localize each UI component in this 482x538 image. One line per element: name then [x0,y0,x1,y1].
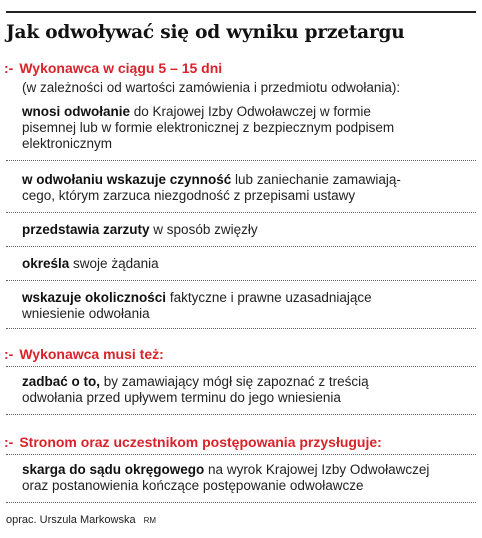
item-text: elektronicznym [22,136,113,151]
item-bold: wnosi odwołanie [22,104,131,119]
divider [6,502,476,503]
divider [6,414,476,415]
divider [6,366,476,367]
section-marker: :- [4,434,14,450]
section1-subheading: (w zależności od wartości zamówienia i przedmiotu odwołania): [22,80,401,95]
section3-heading-text: Stronom oraz uczestnikom postępowania przysługuje: [19,434,382,450]
item-text: wniesienie odwołania [22,306,150,321]
item-text: faktyczne i prawne uzasadniające [166,290,372,305]
divider [6,212,476,213]
list-item [22,104,472,152]
divider [6,454,476,455]
item-text: w sposób zwięzły [149,222,258,237]
item-bold: zadbać o to, [22,374,101,389]
divider [6,246,476,247]
item-bold: określa [22,256,70,271]
item-bold: wskazuje okoliczności [22,290,167,305]
top-rule [6,11,476,13]
item-text: cego, którym zarzuca niezgodność z przepisami ustawy [22,188,356,203]
section-marker: :- [4,346,14,362]
divider [6,280,476,281]
divider [6,328,476,329]
section-marker: :- [4,60,14,76]
credit [6,514,156,526]
item-bold: przedstawia zarzuty [22,222,150,237]
item-text: odwołania przed upływem terminu do jego wniesienia [22,390,341,405]
list-item [22,290,472,322]
section3-heading [4,434,382,450]
section1-heading-text: Wykonawca w ciągu 5 – 15 dni [19,60,223,76]
item-text: do Krajowej Izby Odwoławczej w formie [130,104,371,119]
list-item [22,374,472,406]
divider [6,160,476,161]
item-text: na wyrok Krajowej Izby Odwoławczej [204,462,430,477]
credit-initials: RM [143,516,157,525]
list-item [22,462,472,494]
item-bold: w odwołaniu wskazuje czynność [22,172,232,187]
credit-author: oprac. Urszula Markowska [6,514,136,526]
list-item [22,172,472,204]
list-item [22,222,472,238]
section1-heading [4,60,222,76]
item-text: by zamawiający mógł się zapoznać z treścią [100,374,369,389]
section2-heading [4,346,164,362]
page-title: Jak odwoływać się od wyniku przetargu [6,22,405,43]
item-text: lub zaniechanie zamawiają- [231,172,401,187]
section2-heading-text: Wykonawca musi też: [19,346,164,362]
item-text: pisemnej lub w formie elektronicznej z bezpiecznym podpisem [22,120,395,135]
list-item [22,256,472,272]
item-bold: skarga do sądu okręgowego [22,462,205,477]
item-text: swoje żądania [69,256,159,271]
item-text: oraz postanowienia kończące postępowanie odwoławcze [22,478,364,493]
